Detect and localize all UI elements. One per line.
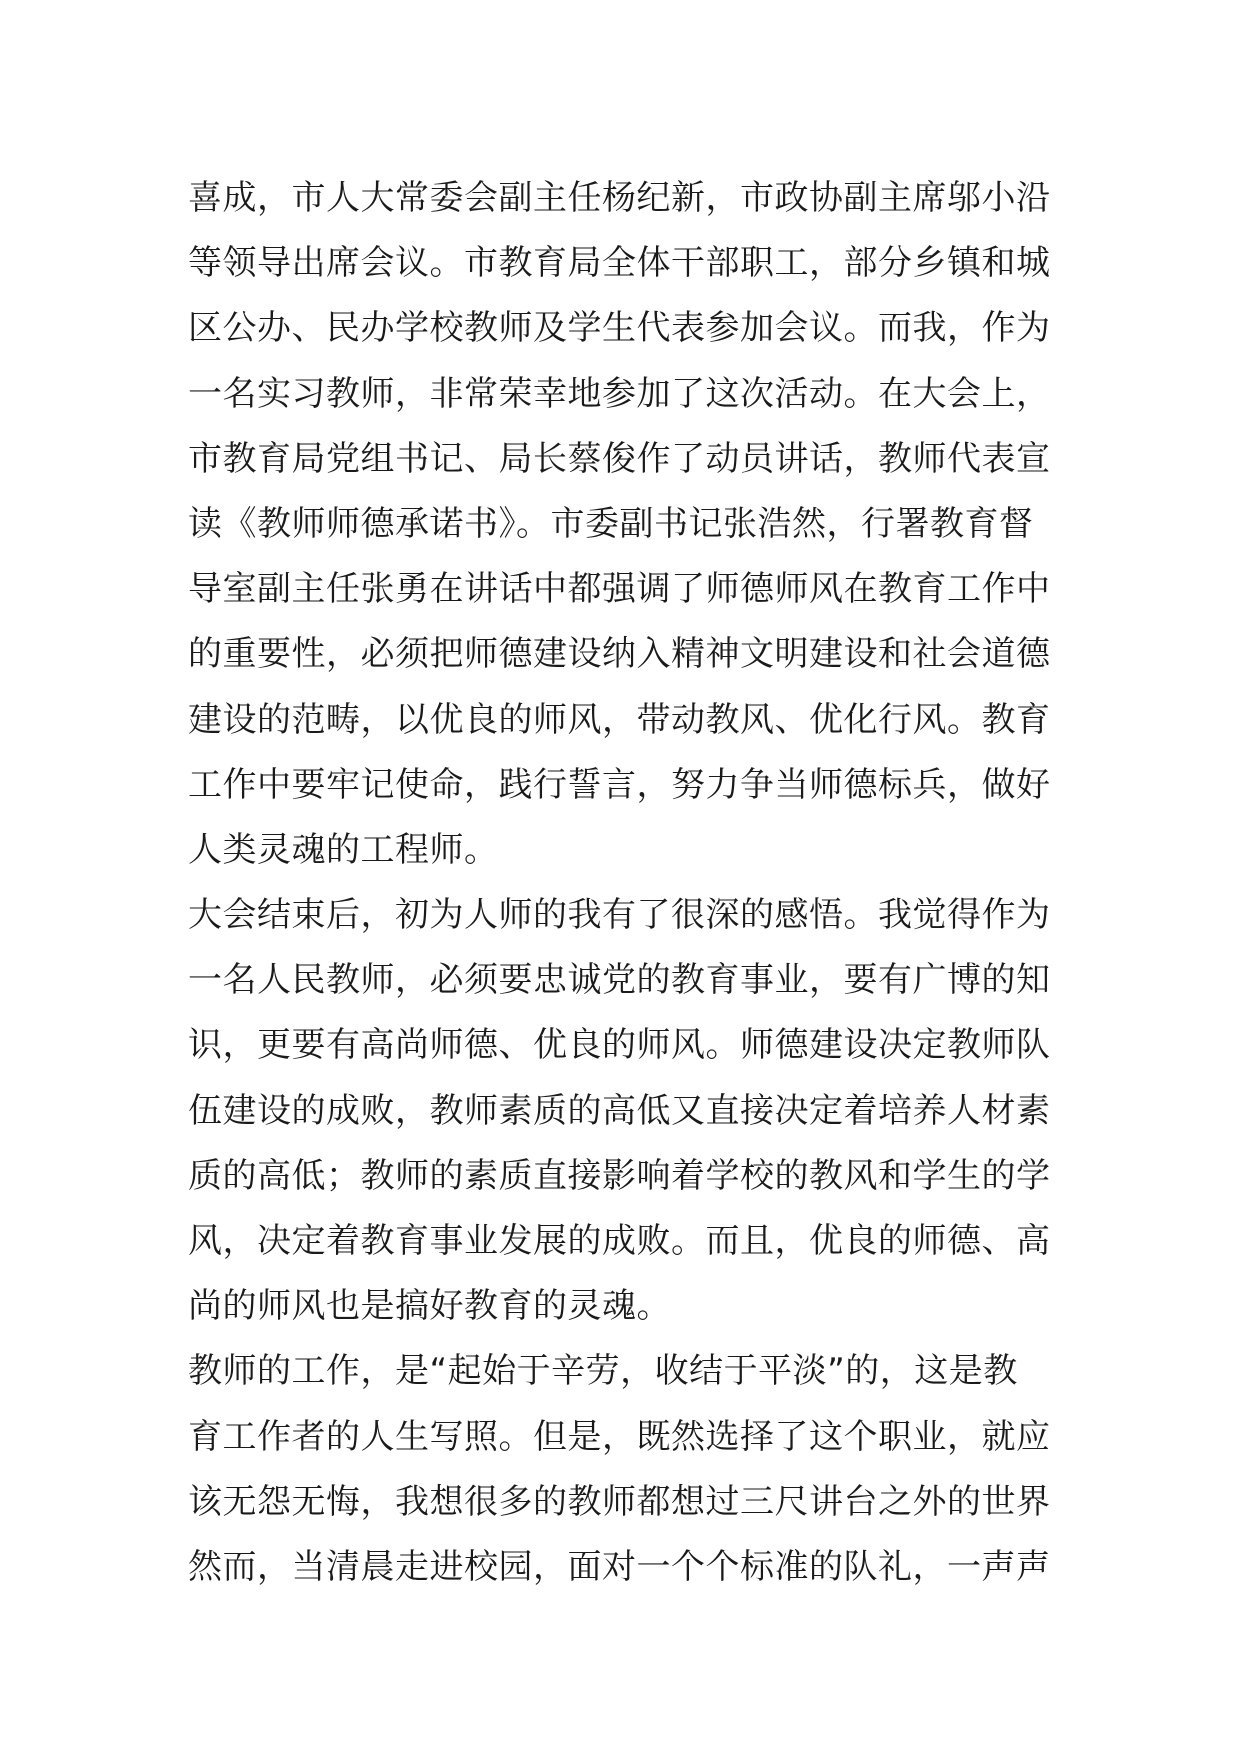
text-line: 尚的师风也是搞好教育的灵魂。 (188, 1286, 671, 1327)
text-line: 市教育局党组书记、局长蔡俊作了动员讲话，教师代表宣 (188, 438, 1051, 479)
text-line: 等领导出席会议。市教育局全体干部职工，部分乡镇和城 (188, 243, 1051, 284)
text-line: 伍建设的成败，教师素质的高低又直接决定着培养人材素 (188, 1090, 1051, 1131)
text-line: 工作中要牢记使命，践行誓言，努力争当师德标兵，做好 (188, 764, 1051, 805)
text-line: 然而，当清晨走进校园，面对一个个标准的队礼，一声声 (188, 1546, 1051, 1587)
text-line: 读《教师师德承诺书》。市委副书记张浩然，行署教育督 (188, 503, 1034, 544)
text-line: 教师的工作，是“起始于辛劳，收结于平淡”的，这是教 (188, 1351, 1018, 1392)
document-body (188, 166, 1058, 1600)
text-line: 风，决定着教育事业发展的成败。而且，优良的师德、高 (188, 1221, 1051, 1261)
text-line: 人类灵魂的工程师。 (188, 829, 499, 870)
text-line: 识，更要有高尚师德、优良的师风。师德建设决定教师队 (188, 1025, 1051, 1066)
text-line: 一名人民教师，必须要忠诚党的教育事业，要有广博的知 (188, 960, 1051, 1001)
text-line: 导室副主任张勇在讲话中都强调了师德师风在教育工作中 (188, 569, 1051, 610)
text-line: 一名实习教师，非常荣幸地参加了这次活动。在大会上， (188, 373, 1051, 414)
text-line: 大会结束后，初为人师的我有了很深的感悟。我觉得作为 (188, 895, 1051, 936)
text-line: 区公办、民办学校教师及学生代表参加会议。而我，作为 (188, 308, 1051, 349)
text-line: 建设的范畴，以优良的师风，带动教风、优化行风。教育 (188, 699, 1051, 740)
text-line: 质的高低；教师的素质直接影响着学校的教风和学生的学 (188, 1155, 1051, 1196)
text-line: 该无怨无悔，我想很多的教师都想过三尺讲台之外的世界 (188, 1481, 1051, 1522)
text-line: 的重要性，必须把师德建设纳入精神文明建设和社会道德 (188, 634, 1051, 675)
text-line: 育工作者的人生写照。但是，既然选择了这个职业，就应 (188, 1416, 1051, 1457)
text-line: 喜成，市人大常委会副主任杨纪新，市政协副主席邬小沿 (188, 178, 1051, 218)
